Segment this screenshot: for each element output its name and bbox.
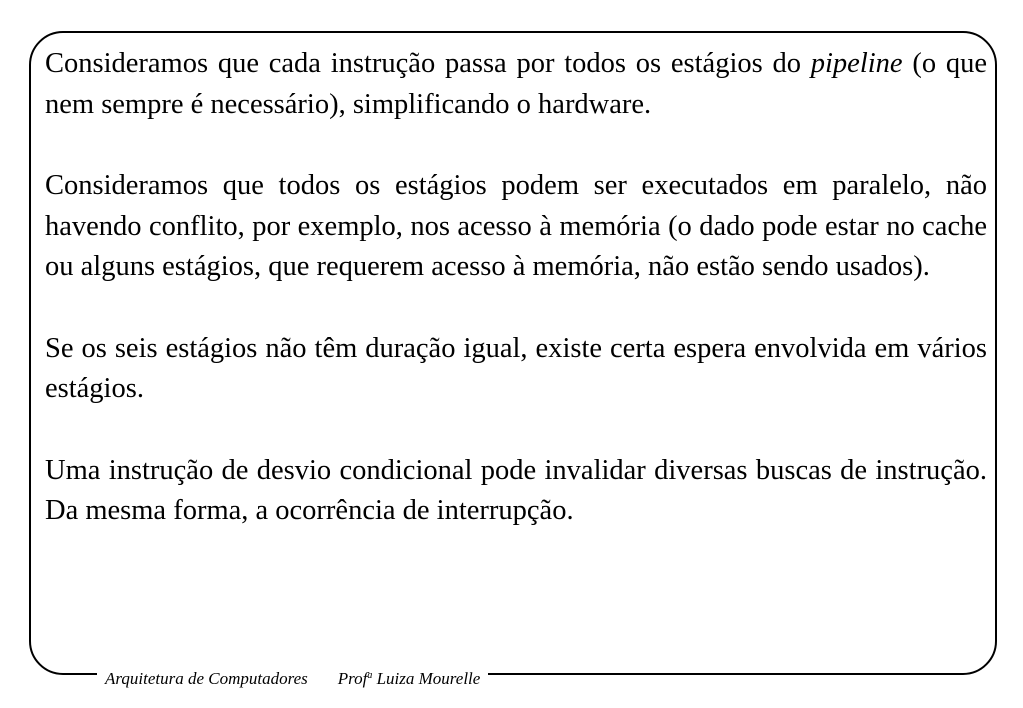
paragraph-1-rest: (o que nem sempre é necessário), simplificando o hardware.	[45, 48, 988, 120]
paragraph-2: Consideramos que todos os estágios podem ser executados em paralelo, não havendo conflito, por exemplo, nos acesso à memória (o dado pode estar no cache ou alguns estágios, que requerem acesso à memória, não estão sendo usados).	[45, 170, 987, 282]
footer-prof-superscript: a	[367, 670, 373, 681]
footer-professor	[338, 669, 481, 688]
footer-prof-prefix: Prof	[337, 669, 368, 688]
paragraph-1-line-1: Consideramos que cada instrução passa por todos os estágios do	[45, 48, 801, 79]
pipeline-term: pipeline	[810, 48, 903, 79]
paragraph-4: Uma instrução de desvio condicional pode invalidar diversas buscas de instrução. Da mesma forma, a ocorrência de interrupção.	[45, 454, 987, 526]
slide-footer	[97, 664, 488, 688]
paragraph-3: Se os seis estágios não têm duração igual, existe certa espera envolvida em vários estágios.	[45, 332, 987, 404]
footer-course: Arquitetura de Computadores	[105, 669, 308, 688]
footer-prof-name: Luiza Mourelle	[372, 669, 481, 688]
slide-content	[45, 44, 987, 573]
paragraph-1	[45, 44, 987, 125]
